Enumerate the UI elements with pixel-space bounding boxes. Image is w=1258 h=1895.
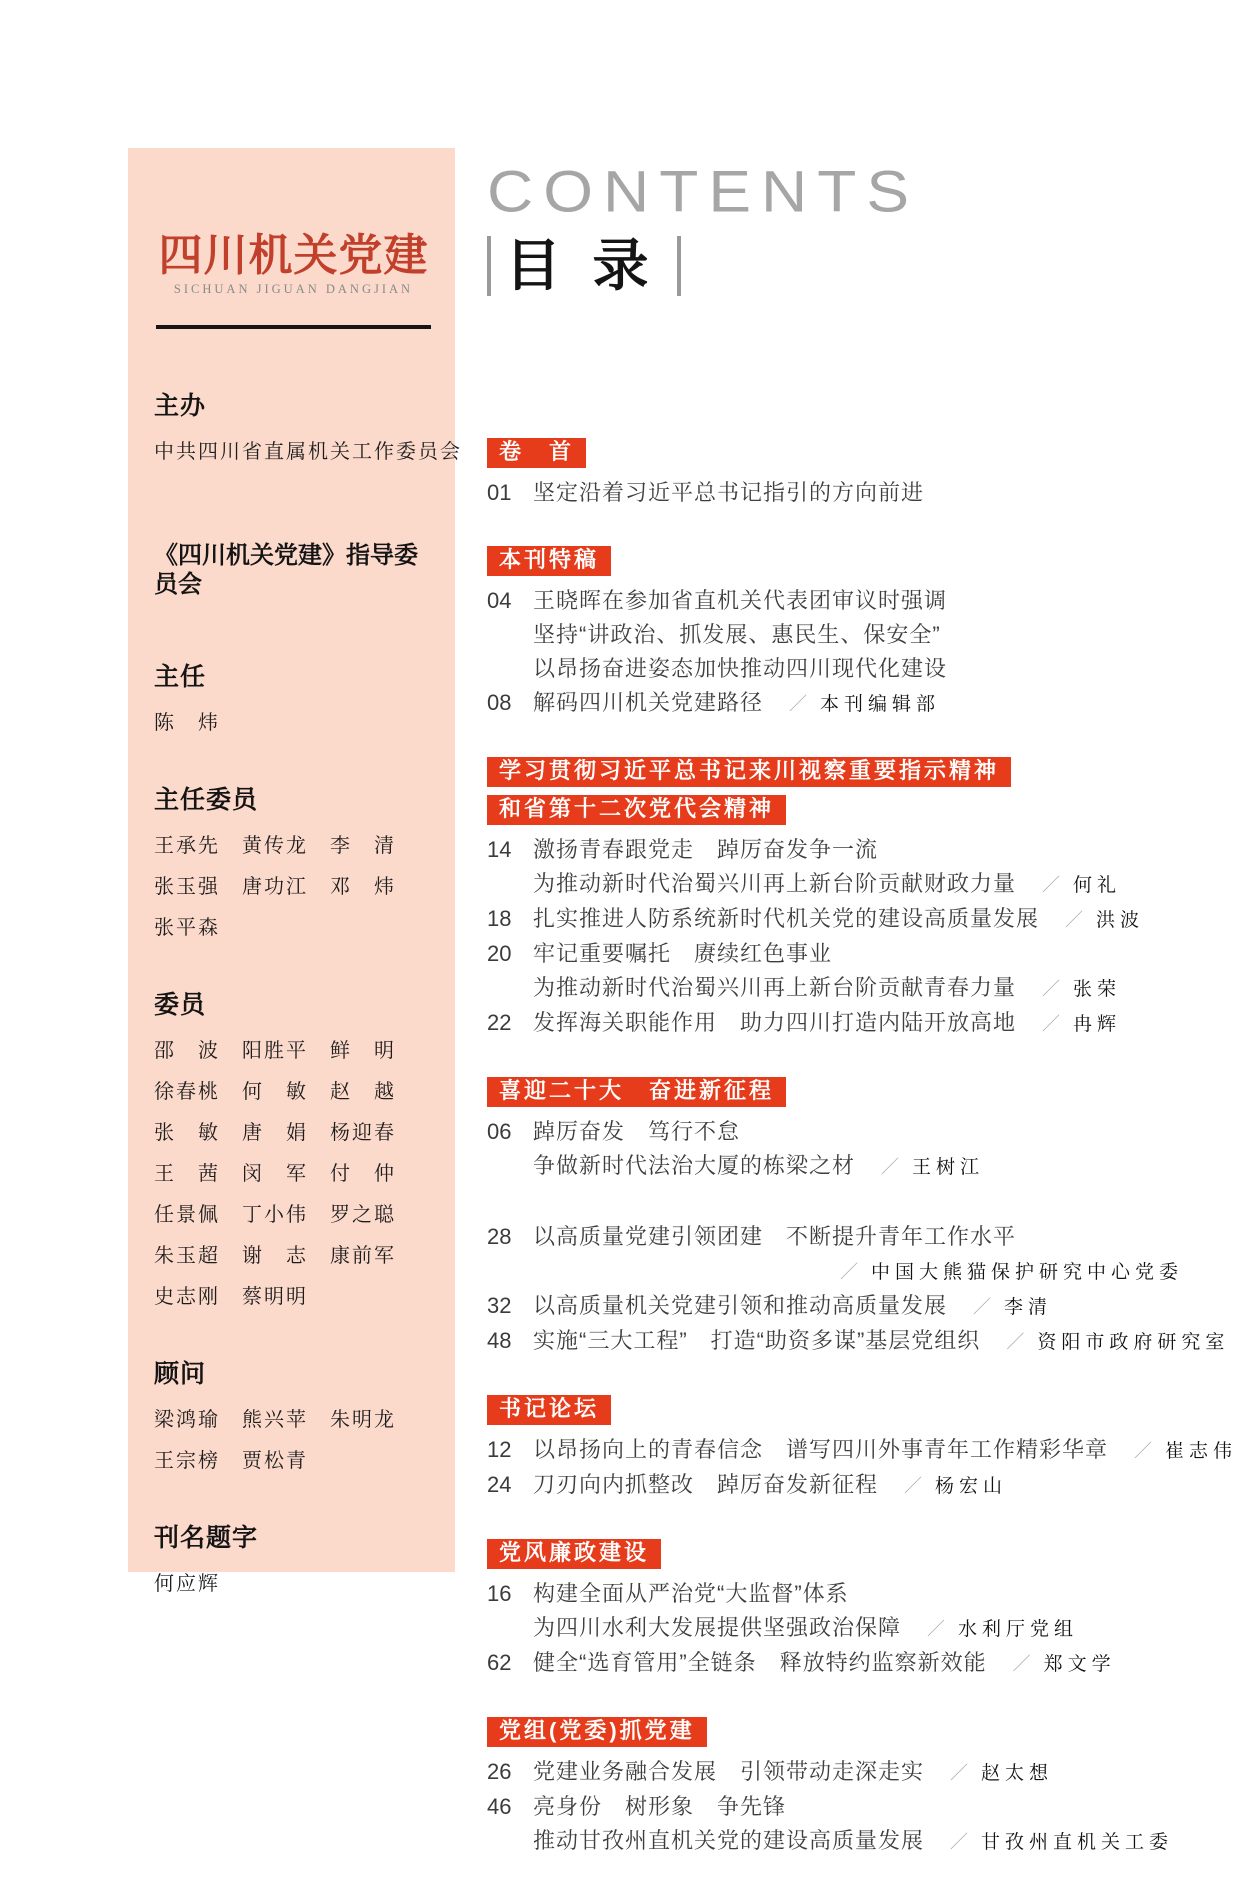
toc-section-badges (487, 438, 1187, 476)
toc-item (487, 686, 1187, 721)
toc-section (487, 1395, 1238, 1503)
toc-item-author: 张荣 (1073, 978, 1122, 1001)
toc-section-badge-line (487, 757, 1187, 795)
toc-item-page-number: 04 (487, 588, 512, 614)
toc-item-page-number: 12 (487, 1437, 512, 1463)
byline-slash: ／ (927, 1619, 947, 1640)
toc-section-badges (487, 757, 1187, 833)
toc-item-title-line: 激扬青春跟党走 踔厉奋发争一流 (533, 837, 879, 863)
toc-item-title-line: 以昂扬向上的青春信念 谱写四川外事青年工作精彩华章 ／ 崔志伟 (533, 1437, 1238, 1463)
sidebar-name-row: 史志刚 蔡明明 (154, 1283, 308, 1308)
toc-item-byline (1065, 906, 1144, 931)
toc-section-badge-line (487, 795, 1187, 833)
toc-section-items (487, 1433, 1238, 1503)
toc-item (487, 1577, 1187, 1646)
toc-item-title-line: 实施“三大工程” 打造“助资多谋”基层党组织 ／ 资阳市政府研究室 (533, 1328, 1230, 1354)
toc-item-titles (533, 1577, 1187, 1646)
sidebar-name-row: 何应辉 (154, 1570, 220, 1595)
contents-column (487, 158, 1238, 1895)
toc-section-badges (487, 546, 1187, 584)
magazine-logo (154, 232, 433, 297)
toc-item (487, 1646, 1187, 1681)
toc-item-author: 甘孜州直机关工委 (981, 1831, 1174, 1854)
toc-item (487, 902, 1187, 937)
contents-title-zh-wrap (487, 236, 1187, 296)
toc-section-badge-line (487, 438, 1187, 476)
sidebar-name-row: 中共四川省直属机关工作委员会 (154, 439, 462, 464)
toc-item-title-line: 健全“选育管用”全链条 释放特约监察新效能 ／ 郑文学 (533, 1650, 1116, 1676)
toc-item-titles (533, 902, 1187, 937)
toc-section-items (487, 476, 1187, 510)
toc-item-titles (533, 937, 1187, 1006)
toc-section-badge: 学习贯彻习近平总书记来川视察重要指示精神 (487, 757, 1011, 787)
toc-item-byline (1134, 1437, 1237, 1462)
sidebar-section-label: 主任委员 (154, 785, 259, 814)
sidebar-name-row: 徐春桃 何 敏 赵 越 (154, 1078, 396, 1103)
toc-item (487, 584, 1187, 686)
sidebar-section-label: 主任 (154, 662, 207, 691)
toc-item-author: 何礼 (1073, 874, 1122, 897)
toc-section-badge-line (487, 546, 1187, 584)
toc-section (487, 757, 1187, 1041)
byline-slash: ／ (1006, 1332, 1026, 1353)
toc-item-titles (533, 1433, 1238, 1468)
toc-item-page-number: 20 (487, 941, 512, 967)
sidebar-name-row: 陈 炜 (154, 709, 220, 734)
toc-item-title-line: 以高质量机关党建引领和推动高质量发展 ／ 李清 (533, 1293, 1053, 1319)
toc-item-page-number: 01 (487, 480, 512, 506)
toc-section-items (487, 1115, 1230, 1359)
toc-item (487, 1115, 1187, 1184)
sidebar-section (154, 662, 433, 743)
contents-header (487, 158, 1187, 297)
toc-section-badge: 党组(党委)抓党建 (487, 1717, 707, 1747)
sidebar-section (154, 1359, 433, 1481)
toc-item-byline (1042, 871, 1121, 896)
toc-sections (487, 438, 1238, 1859)
toc-item-title-line: 亮身份 树形象 争先锋 (533, 1794, 787, 1820)
toc-item-byline (1013, 1650, 1116, 1675)
sidebar-name-row: 梁鸿瑜 熊兴苹 朱明龙 (154, 1406, 396, 1431)
contents-title-zh: 目 录 (487, 236, 681, 296)
toc-item-byline (1042, 1010, 1121, 1035)
sidebar-section (154, 785, 433, 948)
magazine-logo-title: 四川机关党建 (158, 230, 429, 281)
toc-item-byline (904, 1472, 1007, 1497)
toc-item-page-number: 16 (487, 1581, 512, 1607)
toc-item (487, 833, 1187, 902)
toc-item-title-line: 刀刃向内抓整改 踔厉奋发新征程 ／ 杨宏山 (533, 1472, 1008, 1498)
toc-item (487, 1468, 1187, 1503)
toc-item (487, 1790, 1187, 1859)
toc-item-author: 冉辉 (1073, 1013, 1122, 1036)
toc-item-author: 杨宏山 (935, 1475, 1008, 1498)
toc-item-page-number: 18 (487, 906, 512, 932)
toc-section (487, 1717, 1187, 1859)
toc-item-titles (533, 1790, 1187, 1859)
sidebar-divider (156, 325, 431, 329)
toc-item-page-number: 22 (487, 1010, 512, 1036)
toc-item-page-number: 28 (487, 1224, 512, 1250)
toc-item-byline (950, 1759, 1053, 1784)
toc-item-titles (533, 1468, 1187, 1503)
toc-section-badge: 书记论坛 (487, 1395, 611, 1425)
byline-slash: ／ (1042, 979, 1062, 1000)
toc-item-author-line (533, 1254, 1187, 1289)
toc-item-titles (533, 686, 1187, 721)
sidebar-section (154, 1523, 433, 1604)
toc-item (487, 1289, 1187, 1324)
toc-item-title-line: 扎实推进人防系统新时代机关党的建设高质量发展 ／ 洪波 (533, 906, 1145, 932)
toc-item-titles (533, 1006, 1187, 1041)
sidebar-section (154, 542, 433, 600)
toc-section (487, 438, 1187, 510)
sidebar-name-row: 王 茜 闵 军 付 仲 (154, 1160, 396, 1185)
toc-item-page-number: 32 (487, 1293, 512, 1319)
toc-item-byline (1042, 975, 1121, 1000)
toc-item-author: 洪波 (1096, 909, 1145, 932)
sidebar-section-label: 刊名题字 (154, 1523, 259, 1552)
toc-section-badges (487, 1539, 1187, 1577)
byline-slash: ／ (1042, 1014, 1062, 1035)
toc-item-titles (533, 1324, 1230, 1359)
toc-item-titles (533, 1646, 1187, 1681)
toc-section (487, 1539, 1187, 1681)
toc-section-badges (487, 1717, 1187, 1755)
toc-item-author: 崔志伟 (1165, 1440, 1238, 1463)
toc-item (487, 1006, 1187, 1041)
toc-section-badge-line (487, 1717, 1187, 1755)
toc-item (487, 1220, 1187, 1289)
sidebar-name-row: 朱玉超 谢 志 康前军 (154, 1242, 396, 1267)
toc-item-page-number: 08 (487, 690, 512, 716)
sidebar-section-label: 主办 (154, 392, 207, 421)
sidebar-section (154, 990, 433, 1317)
toc-item-page-number: 26 (487, 1759, 512, 1785)
sidebar-section (154, 391, 462, 472)
sidebar-name-row: 王承先 黄传龙 李 清 (154, 832, 396, 857)
toc-item (487, 937, 1187, 1006)
toc-item-title-line: 构建全面从严治党“大监督”体系 (533, 1581, 849, 1607)
toc-item-author: 郑文学 (1043, 1653, 1116, 1676)
toc-item-title-line: 坚定沿着习近平总书记指引的方向前进 (533, 480, 925, 506)
sidebar-name-row: 任景佩 丁小伟 罗之聪 (154, 1201, 396, 1226)
toc-section-badge: 喜迎二十大 奋进新征程 (487, 1077, 786, 1107)
toc-item-title-line: 坚持“讲政治、抓发展、惠民生、保安全” (533, 622, 941, 648)
byline-slash: ／ (1042, 875, 1062, 896)
toc-section-items (487, 833, 1187, 1041)
toc-item-byline (950, 1828, 1173, 1853)
toc-item-title-line: 党建业务融合发展 引领带动走深走实 ／ 赵太想 (533, 1759, 1054, 1785)
byline-slash: ／ (1065, 910, 1085, 931)
byline-slash: ／ (950, 1832, 970, 1853)
toc-item-titles (533, 1220, 1187, 1289)
toc-item-page-number: 24 (487, 1472, 512, 1498)
byline-slash: ／ (1134, 1441, 1154, 1462)
toc-section-items (487, 1755, 1187, 1859)
toc-item-page-number: 06 (487, 1119, 512, 1145)
sidebar-name-row: 王宗榜 贾松青 (154, 1447, 308, 1472)
toc-item-page-number: 62 (487, 1650, 512, 1676)
toc-item-author: 本刊编辑部 (820, 693, 941, 716)
sidebar-section-label: 《四川机关党建》指导委员会 (154, 542, 418, 599)
toc-item-title-line: 为推动新时代治蜀兴川再上新台阶贡献青春力量 ／ 张荣 (533, 975, 1122, 1001)
toc-item-title-line: 以昂扬奋进姿态加快推动四川现代化建设 (533, 656, 948, 682)
sidebar-name-row: 邵 波 阳胜平 鲜 明 (154, 1037, 396, 1062)
byline-slash: ／ (950, 1763, 970, 1784)
contents-title-en: CONTENTS (487, 158, 919, 225)
toc-section-items (487, 584, 1187, 721)
toc-item-titles (533, 1289, 1187, 1324)
toc-section-badge: 本刊特稿 (487, 546, 611, 576)
toc-section-badge-line (487, 1395, 1187, 1433)
toc-section-badge-line (487, 1539, 1187, 1577)
sidebar-name-row: 张平森 (154, 914, 220, 939)
sidebar-sections (154, 391, 462, 1604)
sidebar (128, 148, 462, 1595)
toc-item-title-line: 争做新时代法治大厦的栋梁之材 ／ 王树江 (533, 1153, 985, 1179)
toc-item-title-line: 王晓晖在参加省直机关代表团审议时强调 (533, 588, 948, 614)
toc-item-titles (533, 584, 1187, 686)
toc-section (487, 546, 1187, 721)
toc-section-badge-line (487, 1077, 1187, 1115)
toc-item-titles (533, 1755, 1187, 1790)
toc-item-author: 赵太想 (981, 1762, 1054, 1785)
toc-item (487, 1433, 1238, 1468)
toc-item-page-number: 14 (487, 837, 512, 863)
sidebar-section-label: 委员 (154, 990, 207, 1019)
sidebar-section-label: 顾问 (154, 1359, 207, 1388)
sidebar-name-row: 张玉强 唐功江 邓 炜 (154, 873, 396, 898)
toc-item-title-line: 解码四川机关党建路径 ／ 本刊编辑部 (533, 690, 941, 716)
toc-item-byline (789, 690, 940, 715)
toc-item-title-line: 踔厉奋发 笃行不怠 (533, 1119, 741, 1145)
toc-item (487, 476, 1187, 510)
toc-item-byline (927, 1615, 1078, 1640)
toc-section-badges (487, 1395, 1187, 1433)
toc-item-title-line: 以高质量党建引领团建 不断提升青年工作水平 (533, 1224, 1017, 1250)
toc-section-items (487, 1577, 1187, 1681)
byline-slash: ／ (1012, 1654, 1032, 1675)
toc-item-title-line: 发挥海关职能作用 助力四川打造内陆开放高地 ／ 冉辉 (533, 1010, 1122, 1036)
toc-section-badge: 和省第十二次党代会精神 (487, 795, 786, 825)
toc-item (487, 1755, 1187, 1790)
toc-section-badge: 党风廉政建设 (487, 1539, 661, 1569)
toc-item-author: 李清 (1004, 1296, 1053, 1319)
toc-item-titles (533, 476, 1187, 510)
toc-item-titles (533, 1115, 1187, 1184)
toc-item-title-line: 为四川水利大发展提供坚强政治保障 ／ 水利厅党组 (533, 1615, 1079, 1641)
toc-item-author: 王树江 (912, 1156, 985, 1179)
toc-item-author: 水利厅党组 (958, 1618, 1079, 1641)
toc-item-titles (533, 833, 1187, 902)
toc-item-title-line: 推动甘孜州直机关党的建设高质量发展 ／ 甘孜州直机关工委 (533, 1828, 1174, 1854)
toc-item-page-number: 46 (487, 1794, 512, 1820)
toc-item-byline (1006, 1328, 1229, 1353)
toc-item-page-number: 48 (487, 1328, 512, 1354)
toc-item-byline (881, 1153, 984, 1178)
byline-slash: ／ (789, 694, 809, 715)
toc-section-badges (487, 1077, 1187, 1115)
byline-slash: ／ (881, 1157, 901, 1178)
toc-item-author: 资阳市政府研究室 (1037, 1331, 1230, 1354)
toc-item-author: 中国大熊猫保护研究中心党委 (870, 1261, 1183, 1284)
magazine-logo-subtitle: SICHUAN JIGUAN DANGJIAN (173, 282, 414, 297)
toc-item (487, 1324, 1230, 1359)
byline-slash: ／ (973, 1297, 993, 1318)
byline-slash: ／ (904, 1476, 924, 1497)
toc-item-title-line: 为推动新时代治蜀兴川再上新台阶贡献财政力量 ／ 何礼 (533, 871, 1122, 897)
sidebar-name-row: 张 敏 唐 娟 杨迎春 (154, 1119, 396, 1144)
toc-section (487, 1077, 1230, 1359)
toc-item-title-line: 牢记重要嘱托 赓续红色事业 (533, 941, 833, 967)
toc-item-byline (840, 1258, 1183, 1283)
toc-section-badge: 卷 首 (487, 438, 586, 468)
toc-item-byline (973, 1293, 1052, 1318)
byline-slash: ／ (839, 1262, 859, 1283)
